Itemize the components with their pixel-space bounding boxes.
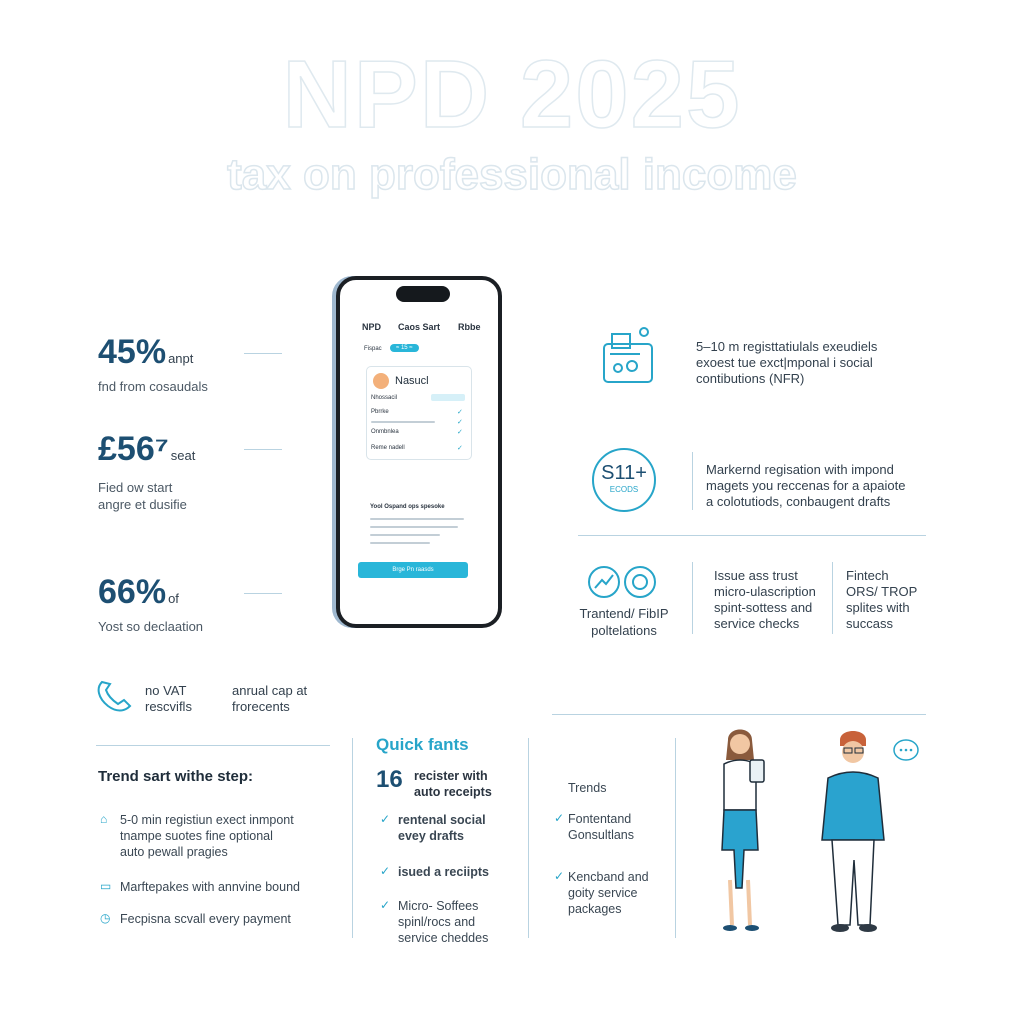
stat-3	[98, 573, 203, 635]
check-icon: ✓	[457, 445, 463, 452]
phone-chip[interactable]: ≈ 15 ≈	[390, 344, 419, 352]
quick-line: isued a reciipts	[398, 865, 490, 879]
phone-row-label: Reme nadell	[371, 445, 405, 451]
stat-desc-line1: Fied ow start	[98, 480, 173, 495]
info-line: a colotutiods, conbaugent drafts	[706, 494, 891, 509]
phone-profile-card	[366, 366, 472, 460]
phone-nav-item[interactable]: NPD	[362, 322, 382, 332]
quick-facts-title: Quick fants	[376, 735, 469, 754]
grid-line: ORS/ TROP	[846, 584, 918, 599]
trends-title: Trends	[568, 781, 607, 795]
divider	[244, 449, 282, 450]
divider	[692, 452, 693, 510]
stat-badge	[592, 448, 656, 512]
divider	[692, 562, 693, 634]
stat-unit: anpt	[168, 351, 194, 366]
grid-line: service checks	[714, 616, 800, 631]
grid-line: succass	[846, 616, 893, 631]
trend-line: 5-0 min registiun exect inmpont	[120, 813, 294, 827]
trends-text	[568, 869, 678, 917]
grid-caption	[578, 605, 670, 639]
phone-row-label: Onmbnlea	[371, 429, 399, 435]
info-line: magets you reccenas for a apaiote	[706, 478, 906, 493]
quick-line: evey drafts	[398, 829, 465, 843]
stat-value: 45%	[98, 333, 167, 371]
phone-mockup	[336, 276, 502, 628]
check-icon: ✓	[380, 898, 391, 912]
divider	[244, 593, 282, 594]
trend-title: Trend sart withe step:	[98, 768, 254, 785]
phone-nav-item[interactable]: Caos Sart	[398, 322, 441, 332]
stat-value: 66%	[98, 573, 167, 611]
phone-chip-label: Fispac	[364, 346, 382, 352]
hero-title: NPD 2025	[282, 41, 742, 148]
stat-unit: of	[168, 591, 179, 606]
stat-unit: seat	[170, 448, 196, 463]
profile-name: Nasucl	[395, 375, 429, 387]
phone-row-label: Pbrrke	[371, 409, 389, 415]
stat-desc: fnd from cosaudals	[98, 379, 208, 394]
caption-line: poltelations	[591, 623, 657, 638]
register-icon	[600, 326, 658, 386]
quick-facts-number-text	[414, 768, 492, 800]
check-icon: ✓	[380, 864, 391, 878]
vat-left	[145, 683, 192, 715]
text-line	[370, 526, 458, 528]
check-icon: ✓	[380, 812, 391, 826]
vat-line: anrual cap at	[232, 683, 308, 698]
check-icon: ✓	[554, 869, 565, 883]
quick-line: recister with	[414, 769, 488, 783]
check-icon: ✓	[457, 419, 463, 426]
text-line	[370, 534, 440, 536]
stat-desc-line2: angre et dusifie	[98, 497, 187, 512]
phone-primary-button[interactable]: Brge Pn raasds	[358, 562, 468, 578]
trends-line: goity service	[568, 886, 638, 900]
info-line: Markernd regisation with impond	[706, 462, 894, 477]
quick-line: service cheddes	[398, 931, 489, 945]
phone-nav-item[interactable]: Rbbe	[458, 322, 481, 332]
phone-section-title: Yool Ospand ops spesoke	[370, 504, 445, 510]
grid-line: splites with	[846, 600, 910, 615]
quick-text	[398, 898, 518, 946]
people-illustration	[700, 720, 930, 940]
divider	[675, 738, 676, 938]
divider	[352, 738, 353, 938]
divider	[528, 738, 529, 938]
quick-line: auto receipts	[414, 785, 492, 799]
quick-line: Micro- Soffees	[398, 899, 479, 913]
check-icon: ✓	[457, 429, 463, 436]
stat-1	[98, 333, 208, 395]
phone-notch	[396, 286, 450, 302]
text-line	[371, 421, 435, 423]
profile-tag	[431, 394, 465, 401]
trend-line: tnampe suotes fine optional	[120, 829, 273, 843]
info-line: 5–10 m registtatiulals exeudiels	[696, 339, 878, 354]
info-block-1	[696, 339, 877, 387]
check-icon: ✓	[457, 409, 463, 416]
stat-value: £56⁷	[98, 430, 169, 468]
phone-call-icon	[94, 678, 134, 714]
grid-col-2	[714, 568, 816, 632]
divider	[244, 353, 282, 354]
divider	[96, 745, 330, 746]
info-line: exoest tue exct|mponal i social	[696, 355, 873, 370]
clock-icon: ◷	[100, 911, 111, 925]
trend-line: auto pewall pragies	[120, 845, 228, 859]
vat-line: frorecents	[232, 699, 290, 714]
trends-line: Kencband and	[568, 870, 649, 884]
divider	[552, 714, 926, 715]
vat-line: rescvifls	[145, 699, 192, 714]
trends-line: Gonsultlans	[568, 828, 635, 842]
info-block-2	[706, 462, 905, 510]
quick-facts-number: 16	[376, 766, 403, 793]
stat-2	[98, 430, 195, 513]
vat-right	[232, 683, 307, 715]
card-icon: ▭	[100, 879, 112, 893]
trends-line: packages	[568, 902, 622, 916]
text-line	[370, 542, 430, 544]
check-icon: ✓	[554, 811, 565, 825]
grid-line: micro-ulascription	[714, 584, 816, 599]
quick-line: rentenal social	[398, 813, 486, 827]
quick-text	[398, 812, 518, 844]
trend-text	[120, 812, 350, 860]
avatar	[373, 373, 389, 389]
trends-text	[568, 811, 678, 843]
grid-col-3	[846, 568, 917, 632]
profile-sub: Nhossacil	[371, 395, 398, 401]
caption-line: Trantend/ FibIP	[579, 606, 669, 621]
info-line: contibutions (NFR)	[696, 371, 805, 386]
badge-sub: ECODS	[609, 485, 639, 494]
quick-line: spinl/rocs and	[398, 915, 476, 929]
grid-line: Fintech	[846, 568, 889, 583]
man-figure	[822, 731, 884, 932]
divider	[832, 562, 833, 634]
trend-line: Fecpisna scvall every payment	[120, 912, 291, 926]
text-line	[370, 518, 464, 520]
vat-line: no VAT	[145, 683, 187, 698]
grid-line: spint-sottess and	[714, 600, 813, 615]
grid-line: Issue ass trust	[714, 568, 798, 583]
stat-desc: Yost so declaation	[98, 619, 204, 634]
trend-line: Marftepakes with annvine bound	[120, 880, 300, 894]
home-icon: ⌂	[100, 812, 108, 826]
trends-line: Fontentand	[568, 812, 632, 826]
hero-subtitle: tax on professional income	[227, 150, 797, 199]
badge-main: S11+	[601, 462, 647, 484]
divider	[578, 535, 926, 536]
trend-icon	[586, 564, 658, 600]
woman-figure	[722, 730, 764, 932]
chat-bubble-icon	[894, 740, 918, 760]
